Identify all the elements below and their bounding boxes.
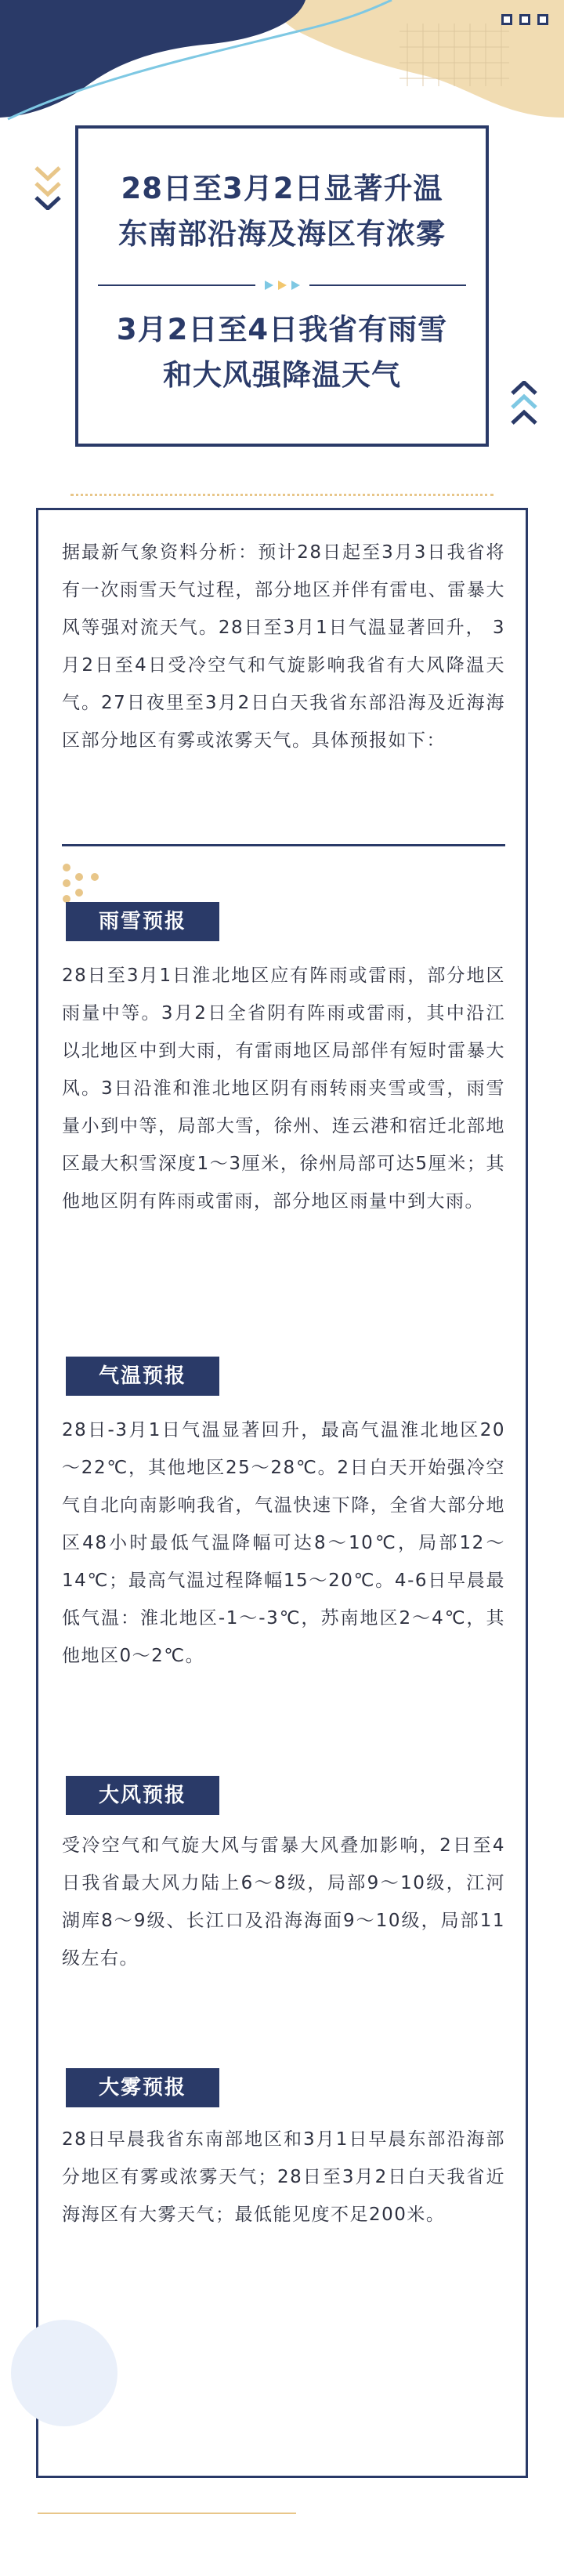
- section-text-temperature: 28日-3月1日气温显著回升，最高气温淮北地区20～22℃，其他地区25～28℃。2日白天开始强冷空气自北向南影响我省，气温快速下降，全省大部分地区48小时最低气温降幅可达8～10℃，局部12～14℃；最高气温过程降幅15～20℃。4-6日早晨最低气温：淮北地区-1～-3℃，苏南地区2～4℃，其他地区0～2℃。: [62, 1420, 505, 1666]
- dots-decoration-icon: [60, 861, 115, 905]
- square-icon: [519, 14, 530, 25]
- section-text-rain: 28日至3月1日淮北地区应有阵雨或雷雨，部分地区雨量中等。3月2日全省阴有阵雨或雷雨，其中沿江以北地区中到大雨，有雷雨地区局部伴有短时雷暴大风。3日沿淮和淮北地区阴有雨转雨夹雪或雪，雨雪量小到中等，局部大雪，徐州、连云港和宿迁北部地区最大积雪深度1～3厘米，徐州局部可达5厘米；其他地区阴有阵雨或雷雨，部分地区雨量中到大雨。: [62, 966, 505, 1212]
- headline-top: [118, 166, 446, 257]
- title-box: [75, 125, 489, 447]
- headline-bottom: [117, 307, 447, 398]
- circle-decoration: [11, 2320, 118, 2426]
- section-text-wind: 受冷空气和气旋大风与雷暴大风叠加影响，2日至4日我省最大风力陆上6～8级，局部9～10级，江河湖库8～9级、长江口及沿海海面9～10级，局部11级左右。: [62, 1835, 505, 1969]
- divider: [62, 844, 505, 846]
- intro-paragraph: 据最新气象资料分析：预计28日起至3月3日我省将有一次雨雪天气过程，部分地区并伴有雷电、雷暴大风等强对流天气。28日至3月1日气温显著回升， 3月2日至4日受冷空气和气旋影响我省有大风降温天气。27日夜里至3月2日白天我省东部沿海及近海海区部分地区有雾或浓雾天气。具体预报如下：: [62, 542, 505, 751]
- window-squares-icon: [501, 14, 548, 25]
- headline-line: 东南部沿海及海区有浓雾: [118, 217, 446, 251]
- section-label-fog: 大雾预报: [66, 2068, 219, 2107]
- headline-line: 和大风强降温天气: [162, 358, 401, 392]
- section-label-rain: 雨雪预报: [66, 902, 219, 941]
- chevron-up-icon: [509, 381, 539, 428]
- triangle-arrows-icon: [265, 281, 300, 290]
- forecast-card: [36, 508, 528, 2478]
- square-icon: [537, 14, 548, 25]
- dotted-divider: [70, 494, 494, 496]
- chevron-down-icon: [33, 163, 63, 210]
- headline-line: 28日至3月2日显著升温: [121, 172, 443, 205]
- section-label-temperature: 气温预报: [66, 1357, 219, 1396]
- square-icon: [501, 14, 512, 25]
- title-divider: [98, 281, 466, 290]
- section-text-fog: 28日早晨我省东南部地区和3月1日早晨东部沿海部分地区有雾或浓雾天气；28日至3月2日白天我省近海海区有大雾天气；最低能见度不足200米。: [62, 2129, 505, 2225]
- headline-line: 3月2日至4日我省有雨雪: [116, 313, 448, 346]
- wave-shape: [0, 0, 564, 133]
- footer-line: [38, 2513, 296, 2514]
- section-label-wind: 大风预报: [66, 1776, 219, 1815]
- header-decoration: [0, 0, 564, 133]
